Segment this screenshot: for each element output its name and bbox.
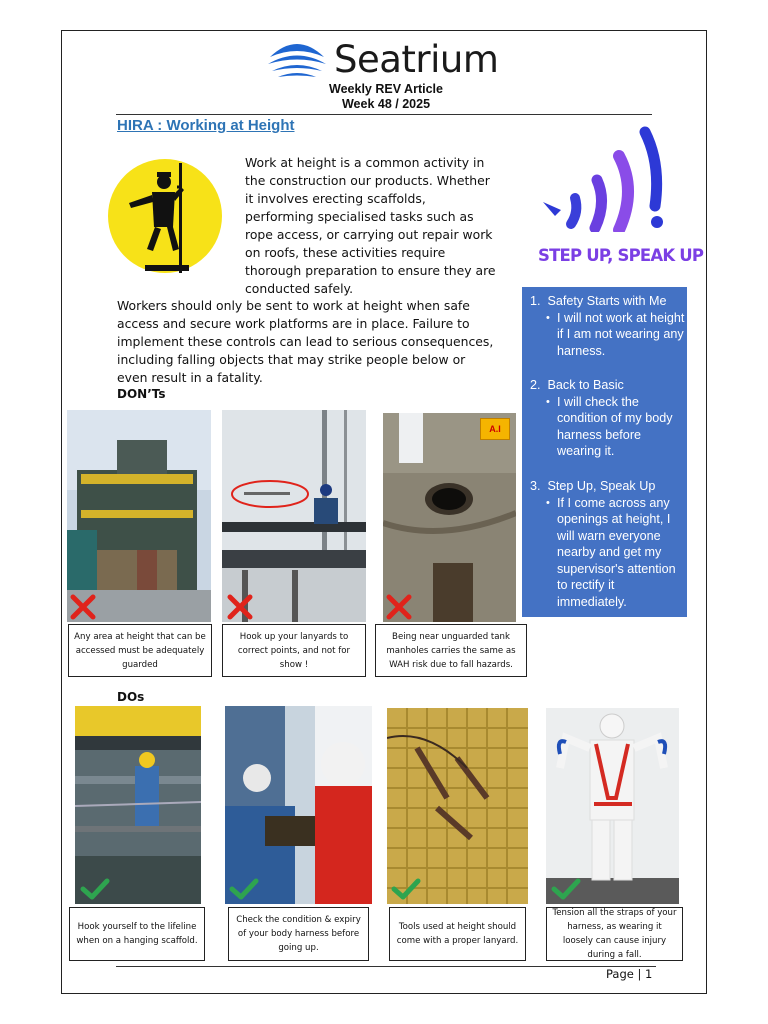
pledge-number: 3. (530, 479, 541, 493)
height-warning-icon (107, 157, 223, 275)
article-title: HIRA : Working at Height (117, 117, 295, 134)
do-caption: Check the condition & expiry of your body harness before going up. (228, 907, 369, 961)
dont-caption: Being near unguarded tank manholes carries the same as WAH risk due to fall hazards. (375, 624, 527, 677)
harness-tension-photo (546, 708, 679, 904)
pledge-detail: If I come across any openings at height, I will warn everyone nearby and get my supervisor's attention to rectify it immediately. (557, 495, 676, 609)
donts-label: DON’Ts (117, 387, 166, 401)
tool-lanyard-photo (387, 708, 528, 904)
check-icon (80, 877, 110, 901)
do-caption: Tools used at height should come with a proper lanyard. (389, 907, 526, 961)
do-caption: Tension all the straps of your harness, as wearing it loosely can cause injury during a fall. (546, 907, 683, 961)
article-series: Weekly REV Article (329, 82, 443, 96)
dont-caption: Any area at height that can be accessed must be adequately guarded (68, 624, 212, 677)
pledge-title: Step Up, Speak Up (547, 479, 656, 493)
dont-caption: Hook up your lanyards to correct points, and not for show ! (222, 624, 366, 677)
bullet-icon: • (546, 496, 550, 509)
step-up-speak-up-icon (535, 120, 670, 232)
seatrium-wave-icon (266, 37, 328, 81)
logo-wordmark: Seatrium (334, 37, 499, 81)
harness-check-photo (225, 706, 372, 904)
check-icon (391, 877, 421, 901)
pledge-number: 1. (530, 294, 541, 308)
unguarded-platform-photo (67, 410, 211, 622)
cross-icon (226, 594, 254, 620)
ai-badge: A.I (480, 418, 510, 440)
pledge-number: 2. (530, 378, 541, 392)
footer-divider (116, 966, 656, 967)
pledge-item (530, 478, 685, 610)
cross-icon (385, 594, 413, 620)
check-icon (551, 877, 581, 901)
bullet-icon: • (546, 395, 550, 408)
do-caption: Hook yourself to the lifeline when on a hanging scaffold. (69, 907, 205, 961)
dos-label: DOs (117, 690, 145, 704)
pledge-detail: I will check the condition of my body harness before wearing it. (557, 394, 673, 458)
page-number: Page | 1 (606, 967, 653, 981)
pledge-panel (522, 287, 687, 617)
check-icon (229, 877, 259, 901)
header-divider (116, 114, 652, 115)
lanyard-hookup-photo (222, 410, 366, 622)
body-paragraph: Workers should only be sent to work at height when safe access and secure work platforms are in place. Failure to implement these controls can lead to serious consequences, including falling objects that may strike people below or even result in a fatality. (117, 298, 494, 385)
intro-paragraph: Work at height is a common activity in the construction our products. Whether it involves erecting scaffolds, performing specialised tasks such as rope access, or carrying out repair work on roofs, these activities require thorough preparation to ensure they are conducted safely. (245, 155, 496, 296)
pledge-item (530, 377, 685, 460)
pledge-title: Back to Basic (547, 378, 624, 392)
cross-icon (69, 594, 97, 620)
tank-manhole-photo (383, 413, 516, 622)
bullet-icon: • (546, 311, 550, 324)
pledge-detail: I will not work at height if I am not wearing any harness. (557, 310, 685, 358)
hanging-scaffold-photo (75, 706, 201, 904)
seatrium-logo (266, 36, 506, 82)
article-week: Week 48 / 2025 (341, 97, 431, 111)
pledge-title: Safety Starts with Me (547, 294, 667, 308)
campaign-slogan: STEP UP, SPEAK UP (538, 246, 704, 265)
pledge-item (530, 293, 685, 359)
